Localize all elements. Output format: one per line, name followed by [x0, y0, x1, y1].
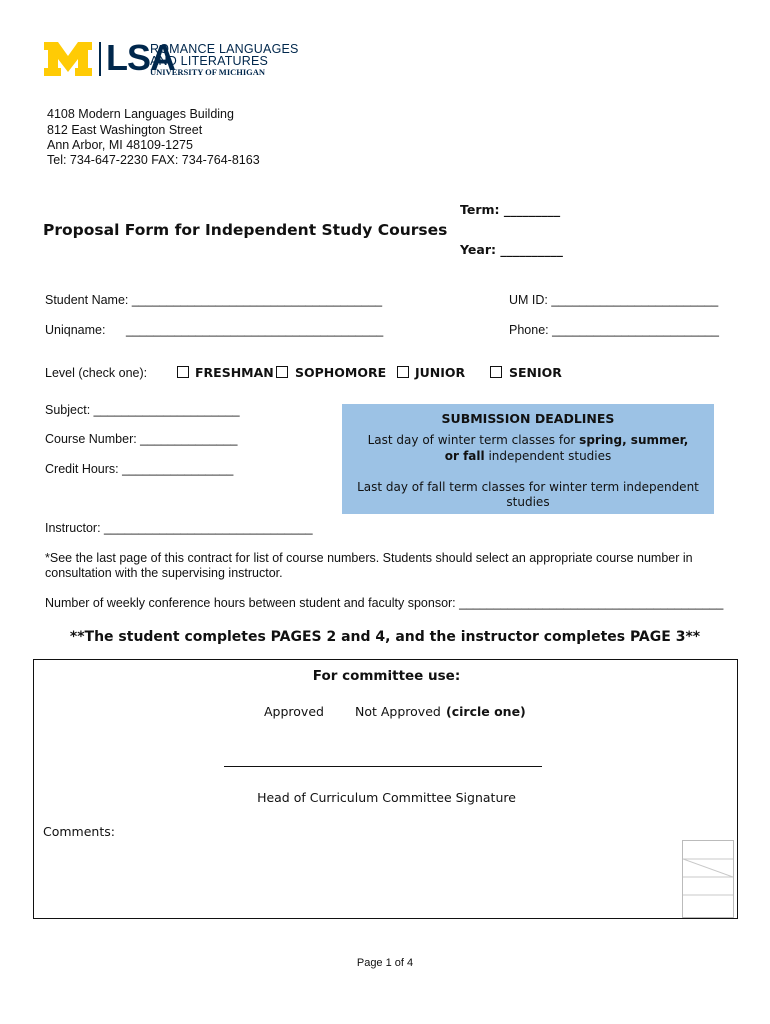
dept-name-line2: AND LITERATURES — [150, 54, 269, 68]
checkbox-freshman[interactable] — [177, 366, 189, 378]
logo-divider — [99, 42, 101, 76]
address-line3: Ann Arbor, MI 48109-1275 — [47, 138, 193, 152]
comments-label: Comments: — [43, 824, 115, 839]
checkbox-junior[interactable] — [397, 366, 409, 378]
deadline-line1 — [342, 433, 714, 448]
level-junior-label: JUNIOR — [415, 365, 466, 380]
deadline-line2 — [342, 449, 714, 464]
conference-hours-field[interactable]: Number of weekly conference hours between student and faculty sponsor: ______________________________________ — [45, 596, 724, 610]
checkbox-senior[interactable] — [490, 366, 502, 378]
page-number: Page 1 of 4 — [356, 957, 414, 969]
university-name: UNIVERSITY OF MICHIGAN — [150, 67, 266, 77]
uniqname-label: Uniqname: — [45, 323, 106, 337]
course-number-note: *See the last page of this contract for list of course numbers. Students should select an appropriate course number in consultation with the supervising instructor. — [45, 551, 693, 580]
checkbox-sophomore[interactable] — [276, 366, 288, 378]
level-label: Level (check one): — [45, 366, 148, 380]
deadline-line2-text: independent studies — [484, 449, 612, 463]
michigan-block-m-logo — [44, 42, 92, 76]
submission-deadlines-box — [342, 404, 714, 514]
um-id-field[interactable]: UM ID: ________________________ — [509, 293, 719, 307]
dept-name-line1: ROMANCE LANGUAGES — [150, 42, 299, 56]
stamp-placeholder — [682, 840, 734, 918]
completion-instructions: **The student completes PAGES 2 and 4, and the instructor completes PAGE 3** — [69, 629, 701, 645]
signature-label: Head of Curriculum Committee Signature — [257, 790, 516, 805]
lsa-logo-text: LSA — [106, 37, 175, 78]
uniqname-field[interactable]: _____________________________________ — [126, 323, 384, 337]
address-line2: 812 East Washington Street — [47, 123, 203, 137]
term-field[interactable]: Term: _________ — [460, 202, 561, 217]
deadline-line1-text: Last day of winter term classes for — [367, 433, 580, 447]
address-line1: 4108 Modern Languages Building — [47, 107, 234, 121]
deadline-line3: Last day of fall term classes for winter term independent studies — [357, 480, 699, 509]
credit-hours-field[interactable]: Credit Hours: ________________ — [45, 462, 234, 476]
deadline-line2-bold: or fall — [444, 449, 485, 463]
phone-field[interactable]: Phone: ________________________ — [509, 323, 719, 337]
deadline-line1-bold: spring, summer, — [579, 433, 689, 447]
signature-line[interactable] — [224, 766, 542, 767]
committee-title: For committee use: — [312, 668, 461, 684]
page-title: Proposal Form for Independent Study Courses — [43, 221, 448, 239]
level-senior-label: SENIOR — [509, 365, 562, 380]
committee-use-box — [33, 659, 738, 919]
subject-field[interactable]: Subject: _____________________ — [45, 403, 240, 417]
level-sophomore-label: SOPHOMORE — [295, 365, 387, 380]
address-line4: Tel: 734-647-2230 FAX: 734-764-8163 — [47, 153, 260, 167]
instructor-field[interactable]: Instructor: ______________________________ — [45, 521, 313, 535]
level-freshman-label: FRESHMAN — [195, 365, 274, 380]
course-number-field[interactable]: Course Number: ______________ — [45, 432, 238, 446]
not-approved-option[interactable]: Not Approved — [355, 704, 441, 719]
year-field[interactable]: Year: __________ — [460, 242, 563, 257]
circle-one-instruction: (circle one) — [446, 704, 526, 719]
approved-option[interactable]: Approved — [264, 704, 324, 719]
student-name-field[interactable]: Student Name: ____________________________________ — [45, 293, 383, 307]
deadlines-title: SUBMISSION DEADLINES — [441, 411, 615, 426]
